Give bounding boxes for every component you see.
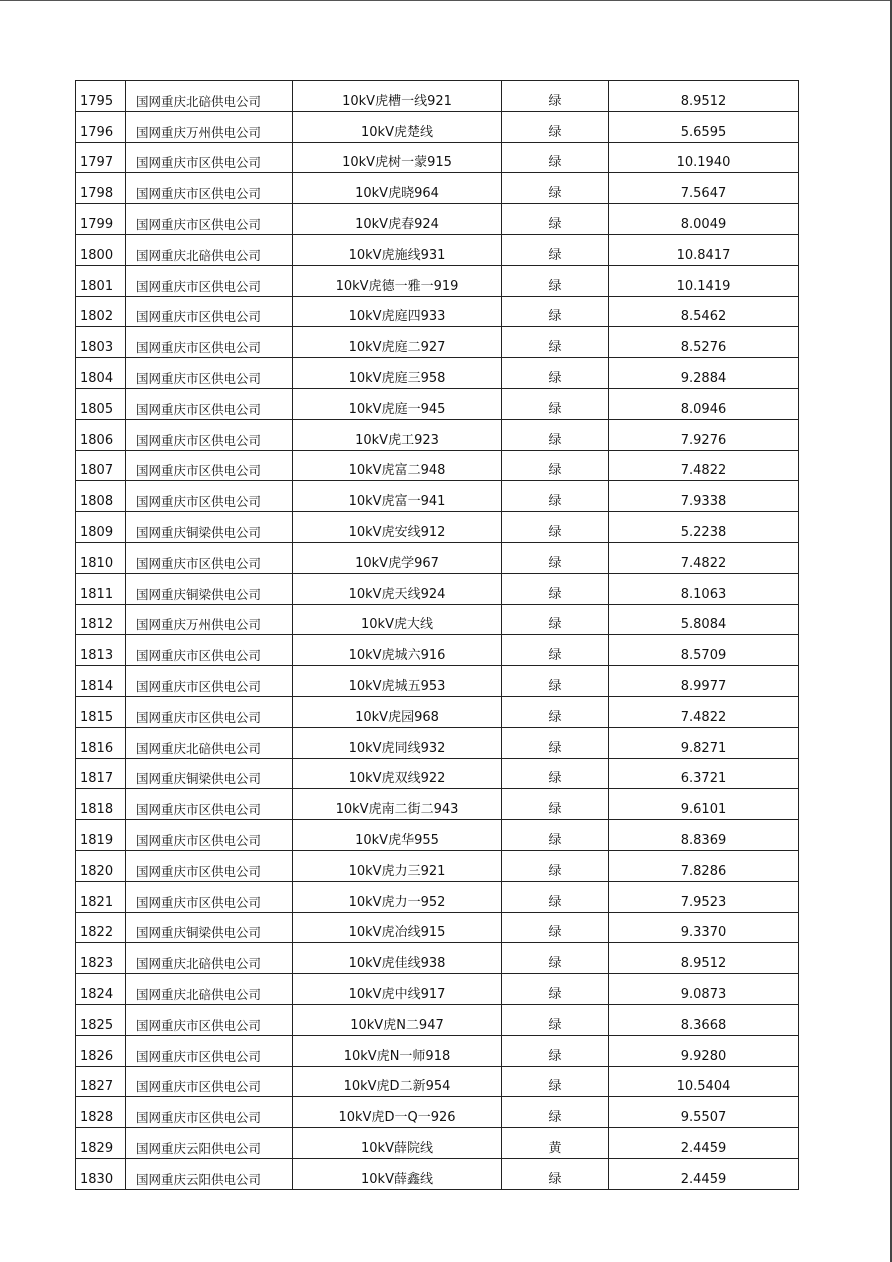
row-number-cell: 1797 — [76, 142, 126, 173]
status-color-cell: 绿 — [502, 1097, 609, 1128]
company-name-cell: 国网重庆市区供电公司 — [126, 419, 293, 450]
company-name-cell: 国网重庆市区供电公司 — [126, 789, 293, 820]
value-cell: 7.5647 — [609, 173, 799, 204]
value-cell: 2.4459 — [609, 1158, 799, 1189]
row-number-cell: 1809 — [76, 512, 126, 543]
value-cell: 8.5709 — [609, 635, 799, 666]
row-number-cell: 1802 — [76, 296, 126, 327]
status-color-cell: 绿 — [502, 265, 609, 296]
value-cell: 8.9977 — [609, 666, 799, 697]
row-number-cell: 1815 — [76, 696, 126, 727]
row-number-cell: 1799 — [76, 204, 126, 235]
status-color-cell: 绿 — [502, 789, 609, 820]
line-name-cell: 10kV虎园968 — [293, 696, 502, 727]
value-cell: 9.9280 — [609, 1035, 799, 1066]
table-row — [76, 358, 799, 389]
status-color-cell: 绿 — [502, 419, 609, 450]
company-name-cell: 国网重庆市区供电公司 — [126, 666, 293, 697]
value-cell: 7.4822 — [609, 696, 799, 727]
table-row — [76, 1004, 799, 1035]
company-name-cell: 国网重庆市区供电公司 — [126, 358, 293, 389]
status-color-cell: 绿 — [502, 881, 609, 912]
table-row — [76, 542, 799, 573]
status-color-cell: 绿 — [502, 943, 609, 974]
row-number-cell: 1823 — [76, 943, 126, 974]
line-name-cell: 10kV虎N二947 — [293, 1004, 502, 1035]
line-name-cell: 10kV薛鑫线 — [293, 1158, 502, 1189]
table-row — [76, 388, 799, 419]
status-color-cell: 绿 — [502, 142, 609, 173]
company-name-cell: 国网重庆市区供电公司 — [126, 450, 293, 481]
table-row — [76, 419, 799, 450]
row-number-cell: 1825 — [76, 1004, 126, 1035]
company-name-cell: 国网重庆市区供电公司 — [126, 881, 293, 912]
line-name-cell: 10kV虎春924 — [293, 204, 502, 235]
row-number-cell: 1830 — [76, 1158, 126, 1189]
status-color-cell: 绿 — [502, 974, 609, 1005]
line-name-cell: 10kV虎庭四933 — [293, 296, 502, 327]
page-top-border — [0, 0, 892, 1]
value-cell: 8.9512 — [609, 943, 799, 974]
line-name-cell: 10kV虎庭一945 — [293, 388, 502, 419]
row-number-cell: 1807 — [76, 450, 126, 481]
table-row — [76, 727, 799, 758]
row-number-cell: 1814 — [76, 666, 126, 697]
row-number-cell: 1796 — [76, 111, 126, 142]
company-name-cell: 国网重庆北碚供电公司 — [126, 81, 293, 112]
line-name-cell: 10kV虎安线912 — [293, 512, 502, 543]
value-cell: 10.1940 — [609, 142, 799, 173]
row-number-cell: 1816 — [76, 727, 126, 758]
line-name-cell: 10kV虎施线931 — [293, 234, 502, 265]
line-name-cell: 10kV虎庭二927 — [293, 327, 502, 358]
row-number-cell: 1819 — [76, 820, 126, 851]
table-row — [76, 296, 799, 327]
row-number-cell: 1803 — [76, 327, 126, 358]
company-name-cell: 国网重庆万州供电公司 — [126, 111, 293, 142]
company-name-cell: 国网重庆市区供电公司 — [126, 696, 293, 727]
company-name-cell: 国网重庆市区供电公司 — [126, 481, 293, 512]
row-number-cell: 1827 — [76, 1066, 126, 1097]
table-row — [76, 820, 799, 851]
table-row — [76, 1158, 799, 1189]
value-cell: 5.8084 — [609, 604, 799, 635]
company-name-cell: 国网重庆市区供电公司 — [126, 327, 293, 358]
company-name-cell: 国网重庆市区供电公司 — [126, 388, 293, 419]
value-cell: 8.9512 — [609, 81, 799, 112]
table-row — [76, 1066, 799, 1097]
status-color-cell: 绿 — [502, 542, 609, 573]
status-color-cell: 绿 — [502, 912, 609, 943]
value-cell: 8.0049 — [609, 204, 799, 235]
line-name-cell: 10kV虎天线924 — [293, 573, 502, 604]
status-color-cell: 绿 — [502, 758, 609, 789]
company-name-cell: 国网重庆市区供电公司 — [126, 1066, 293, 1097]
row-number-cell: 1812 — [76, 604, 126, 635]
table-row — [76, 912, 799, 943]
status-color-cell: 绿 — [502, 635, 609, 666]
value-cell: 5.2238 — [609, 512, 799, 543]
status-color-cell: 绿 — [502, 234, 609, 265]
status-color-cell: 绿 — [502, 573, 609, 604]
table-row — [76, 666, 799, 697]
row-number-cell: 1811 — [76, 573, 126, 604]
table-row — [76, 943, 799, 974]
row-number-cell: 1804 — [76, 358, 126, 389]
line-name-cell: 10kV虎晓964 — [293, 173, 502, 204]
table-row — [76, 327, 799, 358]
row-number-cell: 1810 — [76, 542, 126, 573]
value-cell: 10.5404 — [609, 1066, 799, 1097]
company-name-cell: 国网重庆市区供电公司 — [126, 635, 293, 666]
row-number-cell: 1801 — [76, 265, 126, 296]
status-color-cell: 绿 — [502, 512, 609, 543]
row-number-cell: 1818 — [76, 789, 126, 820]
value-cell: 9.6101 — [609, 789, 799, 820]
status-color-cell: 绿 — [502, 820, 609, 851]
status-color-cell: 绿 — [502, 666, 609, 697]
value-cell: 8.5462 — [609, 296, 799, 327]
table-row — [76, 450, 799, 481]
value-cell: 8.0946 — [609, 388, 799, 419]
line-name-cell: 10kV虎佳线938 — [293, 943, 502, 974]
row-number-cell: 1813 — [76, 635, 126, 666]
company-name-cell: 国网重庆市区供电公司 — [126, 173, 293, 204]
value-cell: 8.3668 — [609, 1004, 799, 1035]
status-color-cell: 绿 — [502, 173, 609, 204]
row-number-cell: 1820 — [76, 850, 126, 881]
company-name-cell: 国网重庆市区供电公司 — [126, 265, 293, 296]
value-cell: 9.2884 — [609, 358, 799, 389]
row-number-cell: 1817 — [76, 758, 126, 789]
company-name-cell: 国网重庆北碚供电公司 — [126, 234, 293, 265]
row-number-cell: 1826 — [76, 1035, 126, 1066]
line-name-cell: 10kV虎城五953 — [293, 666, 502, 697]
line-name-cell: 10kV虎富一941 — [293, 481, 502, 512]
company-name-cell: 国网重庆市区供电公司 — [126, 204, 293, 235]
table-row — [76, 758, 799, 789]
value-cell: 7.8286 — [609, 850, 799, 881]
table-row — [76, 81, 799, 112]
table-row — [76, 1035, 799, 1066]
table-row — [76, 881, 799, 912]
value-cell: 8.5276 — [609, 327, 799, 358]
value-cell: 6.3721 — [609, 758, 799, 789]
line-name-cell: 10kV虎D二新954 — [293, 1066, 502, 1097]
value-cell: 9.5507 — [609, 1097, 799, 1128]
line-name-cell: 10kV虎南二街二943 — [293, 789, 502, 820]
table-row — [76, 173, 799, 204]
status-color-cell: 绿 — [502, 81, 609, 112]
status-color-cell: 绿 — [502, 1066, 609, 1097]
company-name-cell: 国网重庆铜梁供电公司 — [126, 912, 293, 943]
value-cell: 2.4459 — [609, 1128, 799, 1159]
company-name-cell: 国网重庆铜梁供电公司 — [126, 758, 293, 789]
row-number-cell: 1808 — [76, 481, 126, 512]
status-color-cell: 绿 — [502, 727, 609, 758]
status-color-cell: 绿 — [502, 450, 609, 481]
value-cell: 9.0873 — [609, 974, 799, 1005]
line-name-cell: 10kV虎德一雅一919 — [293, 265, 502, 296]
company-name-cell: 国网重庆市区供电公司 — [126, 542, 293, 573]
line-name-cell: 10kV虎槽一线921 — [293, 81, 502, 112]
company-name-cell: 国网重庆铜梁供电公司 — [126, 512, 293, 543]
line-name-cell: 10kV虎同线932 — [293, 727, 502, 758]
value-cell: 7.4822 — [609, 450, 799, 481]
value-cell: 7.9523 — [609, 881, 799, 912]
line-name-cell: 10kV虎中线917 — [293, 974, 502, 1005]
status-color-cell: 绿 — [502, 296, 609, 327]
table-row — [76, 850, 799, 881]
table-row — [76, 481, 799, 512]
company-name-cell: 国网重庆铜梁供电公司 — [126, 573, 293, 604]
status-color-cell: 绿 — [502, 388, 609, 419]
status-color-cell: 绿 — [502, 1035, 609, 1066]
status-color-cell: 绿 — [502, 850, 609, 881]
table-row — [76, 1128, 799, 1159]
value-cell: 8.8369 — [609, 820, 799, 851]
company-name-cell: 国网重庆市区供电公司 — [126, 1004, 293, 1035]
row-number-cell: 1806 — [76, 419, 126, 450]
status-color-cell: 绿 — [502, 111, 609, 142]
table-row — [76, 204, 799, 235]
feeder-table — [75, 80, 799, 1190]
table-row — [76, 1097, 799, 1128]
line-name-cell: 10kV虎富二948 — [293, 450, 502, 481]
value-cell: 7.9338 — [609, 481, 799, 512]
table-row — [76, 265, 799, 296]
table-row — [76, 635, 799, 666]
value-cell: 9.8271 — [609, 727, 799, 758]
table-row — [76, 111, 799, 142]
line-name-cell: 10kV虎N一师918 — [293, 1035, 502, 1066]
line-name-cell: 10kV虎学967 — [293, 542, 502, 573]
value-cell: 9.3370 — [609, 912, 799, 943]
status-color-cell: 绿 — [502, 358, 609, 389]
company-name-cell: 国网重庆云阳供电公司 — [126, 1128, 293, 1159]
row-number-cell: 1795 — [76, 81, 126, 112]
line-name-cell: 10kV虎力一952 — [293, 881, 502, 912]
row-number-cell: 1800 — [76, 234, 126, 265]
table-row — [76, 573, 799, 604]
status-color-cell: 绿 — [502, 1158, 609, 1189]
company-name-cell: 国网重庆市区供电公司 — [126, 296, 293, 327]
value-cell: 7.9276 — [609, 419, 799, 450]
status-color-cell: 绿 — [502, 696, 609, 727]
line-name-cell: 10kV虎力三921 — [293, 850, 502, 881]
table-row — [76, 696, 799, 727]
status-color-cell: 绿 — [502, 327, 609, 358]
value-cell: 5.6595 — [609, 111, 799, 142]
line-name-cell: 10kV虎大线 — [293, 604, 502, 635]
table-row — [76, 789, 799, 820]
value-cell: 10.1419 — [609, 265, 799, 296]
row-number-cell: 1824 — [76, 974, 126, 1005]
line-name-cell: 10kV虎树一蒙915 — [293, 142, 502, 173]
row-number-cell: 1822 — [76, 912, 126, 943]
status-color-cell: 绿 — [502, 204, 609, 235]
company-name-cell: 国网重庆万州供电公司 — [126, 604, 293, 635]
company-name-cell: 国网重庆北碚供电公司 — [126, 974, 293, 1005]
row-number-cell: 1798 — [76, 173, 126, 204]
value-cell: 10.8417 — [609, 234, 799, 265]
line-name-cell: 10kV虎华955 — [293, 820, 502, 851]
row-number-cell: 1821 — [76, 881, 126, 912]
company-name-cell: 国网重庆市区供电公司 — [126, 1035, 293, 1066]
table-row — [76, 512, 799, 543]
company-name-cell: 国网重庆市区供电公司 — [126, 1097, 293, 1128]
company-name-cell: 国网重庆北碚供电公司 — [126, 727, 293, 758]
line-name-cell: 10kV虎工923 — [293, 419, 502, 450]
row-number-cell: 1805 — [76, 388, 126, 419]
table-row — [76, 234, 799, 265]
row-number-cell: 1829 — [76, 1128, 126, 1159]
value-cell: 8.1063 — [609, 573, 799, 604]
line-name-cell: 10kV虎双线922 — [293, 758, 502, 789]
row-number-cell: 1828 — [76, 1097, 126, 1128]
company-name-cell: 国网重庆市区供电公司 — [126, 142, 293, 173]
status-color-cell: 绿 — [502, 1004, 609, 1035]
table-row — [76, 974, 799, 1005]
value-cell: 7.4822 — [609, 542, 799, 573]
company-name-cell: 国网重庆市区供电公司 — [126, 850, 293, 881]
line-name-cell: 10kV虎楚线 — [293, 111, 502, 142]
line-name-cell: 10kV虎D一Q一926 — [293, 1097, 502, 1128]
status-color-cell: 绿 — [502, 604, 609, 635]
company-name-cell: 国网重庆市区供电公司 — [126, 820, 293, 851]
line-name-cell: 10kV薛院线 — [293, 1128, 502, 1159]
company-name-cell: 国网重庆北碚供电公司 — [126, 943, 293, 974]
status-color-cell: 黄 — [502, 1128, 609, 1159]
line-name-cell: 10kV虎庭三958 — [293, 358, 502, 389]
line-name-cell: 10kV虎城六916 — [293, 635, 502, 666]
status-color-cell: 绿 — [502, 481, 609, 512]
line-name-cell: 10kV虎冶线915 — [293, 912, 502, 943]
table-row — [76, 604, 799, 635]
company-name-cell: 国网重庆云阳供电公司 — [126, 1158, 293, 1189]
table-row — [76, 142, 799, 173]
